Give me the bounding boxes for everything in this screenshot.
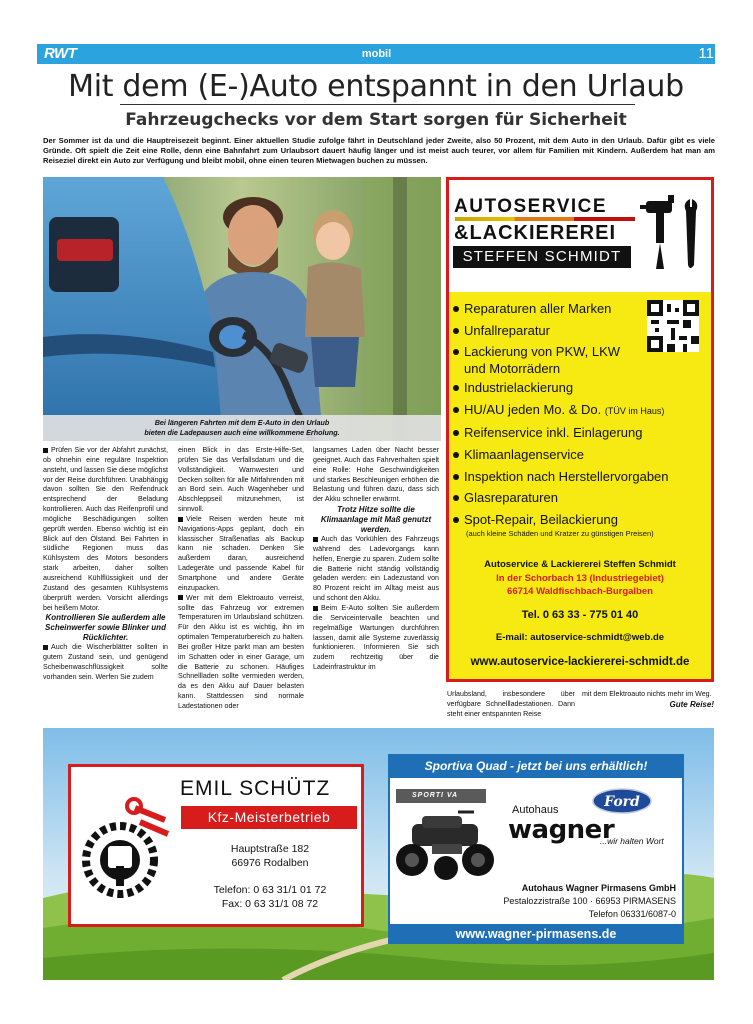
ad-wagner-phone[interactable]: Telefon 06331/6087-0 [588, 909, 676, 919]
company-name: Autoservice & Lackiererei Steffen Schmidt [484, 559, 676, 570]
ad-autoservice-title-1: AUTOSERVICE [454, 196, 608, 217]
col1-paragraph-1: Prüfen Sie vor der Abfahrt zunächst, ob ohnehin eine reguläre Inspektion ansteht, und lassen Sie diese möglichst vor der Reise durchführen. Unabhängig davon sollten Sie den Reifendruck entsprechend der Beladung kontrollieren. Auch das Reifenprofil und mögliche Beschädigungen sollten geprüft werden. Ebenso wichtig ist ein Blick auf den Ölstand. Bei Fahrten in südliche Regionen muss das Kühlsystem des Motors besonders stark arbeiten, daher sollten ausreichend Kühlflüssigkeit und der Zustand des gesamten Kühlsystems überprüft werden. Vorsicht allerdings bei heißem Motor. [43, 446, 168, 612]
article-column-1 [43, 446, 168, 683]
bullet-square [313, 606, 318, 611]
ad-wagner-address: Pestalozzistraße 100 · 66953 PIRMASENS [503, 896, 676, 906]
col2-paragraph-2: Viele Reisen werden heute mit Navigations-Apps geplant, doch ein klassischer Straßenatlas als Backup kann nie schaden. Denken Sie außerdem daran, ausreichend Ladegeräte und passende Kabel für Smartphone und andere Geräte einzupacken. [178, 514, 304, 592]
ad-wagner-slogan: ...wir halten Wort [600, 836, 664, 846]
bullet-square [43, 645, 48, 650]
service-list [452, 298, 707, 530]
service-item-text: Lackierung von PKW, LKW [464, 344, 621, 360]
section-label: mobil [361, 48, 392, 60]
service-item [452, 399, 707, 423]
ad-schuetz-subtitle: Kfz-Meisterbetrieb [181, 806, 357, 829]
article-lead: Der Sommer ist da und die Hauptreisezeit beginnt. Einer aktuellen Studie zufolge fährt in Deutschland jeder Zweite, also 50 Prozent, mit dem Auto in den Urlaub. Dafür gibt es viele Gründe. Oft spielt die Zeit eine Rolle, denn eine Bahnfahrt zum Urlaubsort dauert häufig länger und ist meist auch teurer, vor allem für Familien mit Kindern. Außerdem hat man am Reiseziel direkt ein Auto zur Verfügung und bleibt mobil, ohne einen teuren Mietwagen buchen zu müssen. [43, 136, 715, 165]
caption-line-2: bieten die Ladepausen auch eine willkommene Erholung. [144, 428, 340, 437]
service-item: Reparaturen aller Marken [452, 298, 707, 320]
service-item: Klimaanlagenservice [452, 444, 707, 466]
service-item: Glasreparaturen [452, 487, 707, 509]
company-email[interactable]: E-mail: autoservice-schmidt@web.de [495, 632, 665, 643]
article-signoff: Gute Reise! [669, 699, 714, 709]
article-column-2 [178, 446, 304, 712]
ad-wagner-website-link[interactable]: www.wagner-pirmasens.de [388, 924, 684, 944]
ev-charging-illustration [43, 177, 441, 441]
service-note: (auch kleine Schäden und Kratzer zu günstigen Preisen) [466, 529, 654, 538]
service-item: Inspektion nach Herstellervorgaben [452, 466, 707, 488]
ad-wagner-company: Autohaus Wagner Pirmasens GmbH [521, 883, 676, 893]
page-number: 11 [698, 45, 714, 62]
service-item [452, 341, 707, 377]
sportiva-brand-label: SPORTI VA [396, 789, 486, 803]
spray-gun-wrench-icon [640, 195, 706, 275]
company-address-street: In der Schorbach 13 (Industriegebiet) [496, 573, 664, 584]
col1-subhead: Kontrollieren Sie außerdem alle Scheinwerfer sowie Blinker und Rücklichter. [45, 613, 166, 643]
service-item-note: (TÜV im Haus) [604, 405, 665, 416]
article-tail-a: Urlaubsland, insbesondere über verfügbare Schnellladestationen. Dann steht einer entspannten Reise [447, 690, 575, 718]
company-phone[interactable]: Tel. 0 63 33 - 775 01 40 [521, 609, 639, 621]
service-item-text: HU/AU jeden Mo. & Do. [464, 401, 602, 417]
ad-schuetz-city: 66976 Rodalben [231, 857, 309, 869]
article-column-3 [313, 446, 439, 673]
quad-bike-icon [392, 808, 500, 886]
service-item-text-cont: und Motorrädern [464, 361, 561, 377]
piston-wrench-logo-icon [80, 790, 172, 902]
service-item: Unfallreparatur [452, 320, 707, 342]
ad-autoservice-owner: STEFFEN SCHMIDT [453, 246, 631, 268]
bullet-square [313, 537, 318, 542]
col2-paragraph-3: Wer mit dem Elektroauto verreist, sollte das Fahrzeug vor extremen Temperaturen im Urlaubsland schützen. Für den Akku ist es wichtig, ihn im optimalen Temperaturbereich zu halten. Bei großer Hitze parkt man am besten im Schatten oder in einer Garage, um die Batterie zu schonen. Häufiges Schnellladen sollte vermieden werden, da es den Akku auf Dauer belasten kann. Stattdessen sind normale Ladestationen oder [178, 593, 304, 710]
photo-caption [43, 415, 441, 441]
article-photo [43, 177, 441, 441]
ford-logo-icon [592, 788, 652, 814]
publication-logo: RWT [44, 45, 77, 62]
col3-paragraph-3: Beim E-Auto sollten Sie außerdem die Serviceintervalle beachten und regelmäßige Wartungen durchführen lassen, damit alle Systeme zuverlässig funktionieren. Informieren Sie sich zudem rechtzeitig über die Ladeinfrastruktur im [313, 603, 439, 672]
bullet-square [178, 595, 183, 600]
ad-schuetz-street: Hauptstraße 182 [230, 843, 310, 855]
company-address-city: 66714 Waldfischbach-Burgalben [507, 586, 653, 597]
ad-schuetz-phone[interactable]: Telefon: 0 63 31/1 01 72 [213, 884, 327, 896]
ad-autoservice-title-2: &LACKIEREREI [454, 222, 617, 244]
service-item: Reifenservice inkl. Einlagerung [452, 422, 707, 444]
tail-paragraph: mit dem Elektroauto nichts mehr im Weg. [582, 690, 712, 698]
col3-paragraph-1: langsames Laden über Nacht besser geeignet. Auch das Fahrverhalten spielt eine Rolle: Hohe Geschwindigkeiten und starkes Beschleunigen erhöhen die Belastung und führen dazu, dass sich der Akku schneller erwärmt. [313, 446, 439, 504]
title-divider [120, 104, 635, 105]
article-tail-b [582, 690, 714, 710]
col3-subhead: Trotz Hitze sollte die Klimaanlage mit Maß genutzt werden. [320, 505, 432, 535]
caption-line-1: Bei längeren Fahrten mit dem E-Auto in den Urlaub [154, 418, 330, 427]
ford-logo-text: Ford [604, 794, 640, 810]
ad-wagner-autohaus: Autohaus [512, 804, 559, 816]
ad-schuetz-name: EMIL SCHÜTZ [180, 777, 331, 800]
service-item: Spot-Repair, Beilackierung [452, 509, 707, 531]
article-title: Mit dem (E-)Auto entspannt in den Urlaub [68, 69, 684, 104]
company-website-link[interactable]: www.autoservice-lackiererei-schmidt.de [470, 656, 690, 668]
ad-wagner-headline: Sportiva Quad - jetzt bei uns erhältlich! [388, 754, 684, 778]
bullet-square [178, 517, 183, 522]
article-subtitle: Fahrzeugchecks vor dem Start sorgen für Sicherheit [125, 110, 627, 130]
col3-paragraph-2: Auch das Vorkühlen des Fahrzeugs während des Ladevorgangs kann helfen, Energie zu sparen. Zudem sollte die Batterie nicht ständig vollständig geladen werden: ein Ladezustand von 80 Prozent reicht im Alltag meist aus und schont den Akku. [313, 535, 439, 603]
col2-paragraph-1: einen Blick in das Erste-Hilfe-Set, prüfen Sie das Verfallsdatum und die Vollständigkeit. Warnwesten und Decken sollten für alle Mitfahrenden mit an Bord sein. Auch Wagenheber und Abschleppseil mitzunehmen, ist sinnvoll. [178, 446, 304, 514]
ad-wagner-logo: wagner [508, 815, 615, 845]
service-item: Industrielackierung [452, 377, 707, 399]
bullet-square [43, 448, 48, 453]
col1-paragraph-2: Auch die Wischerblätter sollten in gutem Zustand sein, und genügend Scheibenwaschflüssigkeit sollte vorhanden sein. Werfen Sie zudem [43, 643, 168, 681]
ad-schuetz-fax: Fax: 0 63 31/1 08 72 [221, 898, 319, 910]
